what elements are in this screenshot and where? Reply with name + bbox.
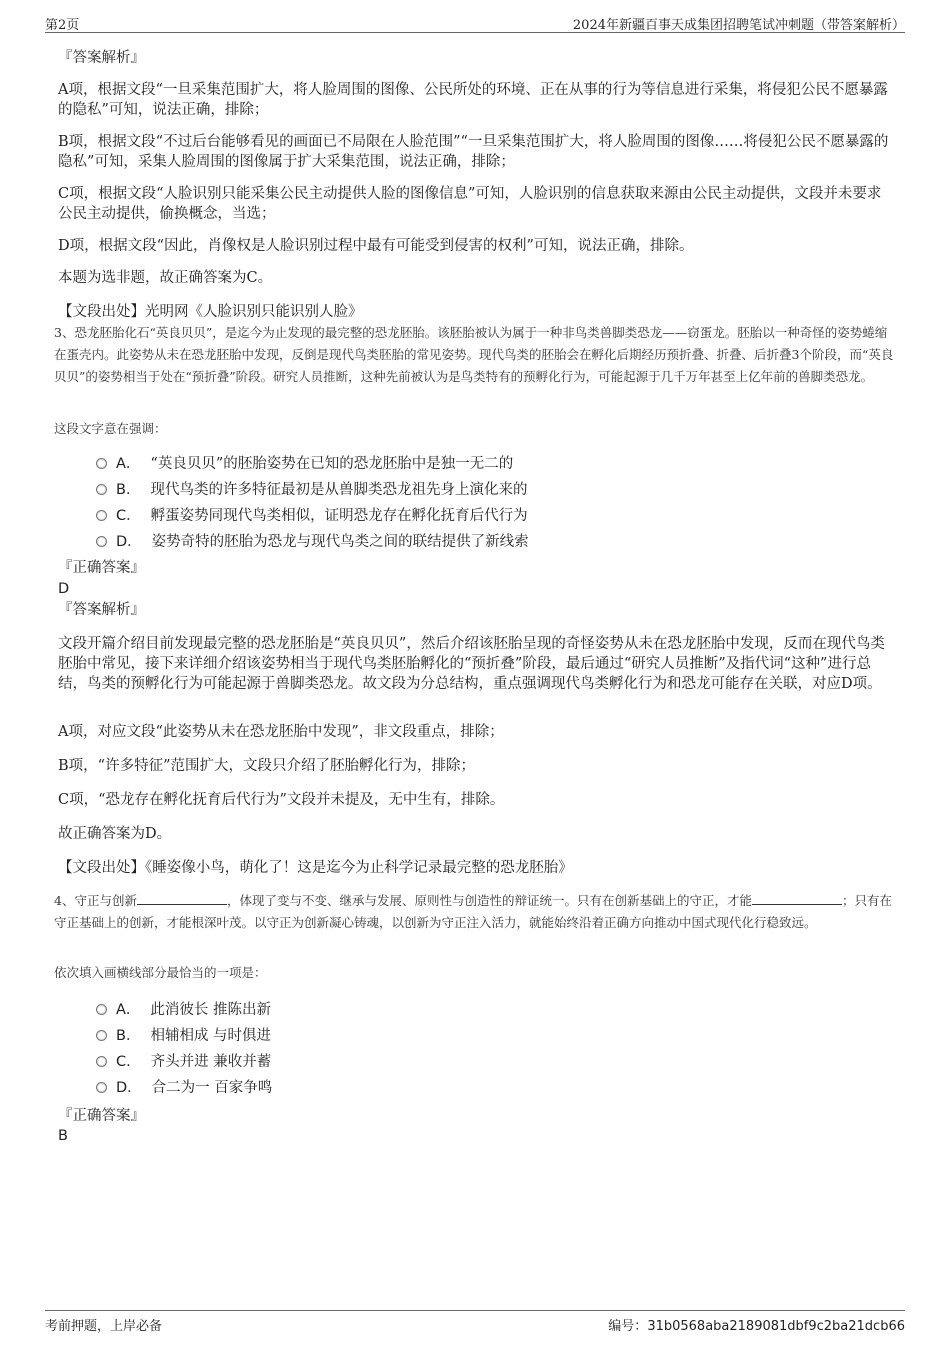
page-number: 第2页 bbox=[45, 18, 80, 33]
q2-analysis-d: D项，根据文段“因此，肖像权是人脸识别过程中最有可能受到侵害的权利”可知，说法正确，排除。 bbox=[58, 238, 694, 254]
radio-button[interactable] bbox=[96, 484, 107, 495]
footer-slogan: 考前押题，上岸必备 bbox=[45, 1319, 163, 1334]
q4-answer: B bbox=[58, 1128, 68, 1144]
q3-stem: 3、恐龙胚胎化石“英良贝贝”，是迄今为止发现的最完整的恐龙胚胎。该胚胎被认为属于一种非鸟类兽脚类恐龙——窃蛋龙。胚胎以一种奇怪的姿势蜷缩在蛋壳内。此姿势从未在恐龙胚胎中发现，反倒是现代鸟类胚胎的常见姿势。现代鸟类的胚胎会在孵化后期经历预折叠、折叠、后折叠3个阶段，而“英良贝贝”的姿势相当于处在“预折叠”阶段。研究人员推断，这种先前被认为是鸟类特有的预孵化行为，可能起源于几千万年甚至上亿年前的兽脚类恐龙。 bbox=[54, 325, 894, 384]
fill-blank-1 bbox=[137, 891, 227, 905]
q4-option-b[interactable]: B． 相辅相成 与时俱进 bbox=[96, 1026, 271, 1046]
q4-option-a[interactable]: A． 此消彼长 推陈出新 bbox=[96, 1000, 271, 1020]
q2-analysis-a: A项，根据文段“一旦采集范围扩大，将人脸周围的图像、公民所处的环境、正在从事的行为等信息进行采集，将侵犯公民不愿暴露的隐私”可知，说法正确，排除； bbox=[58, 82, 888, 118]
q3-analysis-a: A项，对应文段“此姿势从未在恐龙胚胎中发现”，非文段重点，排除； bbox=[58, 724, 504, 740]
q2-analysis-label: 『答案解析』 bbox=[58, 50, 145, 66]
document-code: 编号：31b0568aba2189081dbf9c2ba21dcb66 bbox=[608, 1319, 905, 1334]
q3-option-b[interactable]: B． 现代鸟类的许多特征最初是从兽脚类恐龙祖先身上演化来的 bbox=[96, 480, 527, 500]
q3-analysis-c: C项，“恐龙存在孵化抚育后代行为”文段并未提及，无中生有，排除。 bbox=[58, 792, 505, 808]
q2-analysis-b: B项，根据文段“不过后台能够看见的画面已不局限在人脸范围”“一旦采集范围扩大，将人脸周围的图像……将侵犯公民不愿暴露的隐私”可知，采集人脸周围的图像属于扩大采集范围，说法正确，排除； bbox=[58, 134, 889, 170]
document-title: 2024年新疆百事天成集团招聘笔试冲刺题（带答案解析） bbox=[572, 18, 905, 33]
radio-button[interactable] bbox=[96, 1056, 107, 1067]
q3-source: 【文段出处】《睡姿像小鸟，萌化了！这是迄今为止科学记录最完整的恐龙胚胎》 bbox=[58, 860, 573, 876]
q3-conclusion: 故正确答案为D。 bbox=[58, 826, 172, 842]
radio-button[interactable] bbox=[96, 536, 107, 547]
q3-answer-label: 『正确答案』 bbox=[58, 560, 145, 576]
q4-answer-label: 『正确答案』 bbox=[58, 1108, 145, 1124]
q4-option-d[interactable]: D． 合二为一 百家争鸣 bbox=[96, 1078, 272, 1098]
q2-source: 【文段出处】光明网《人脸识别只能识别人脸》 bbox=[58, 304, 363, 320]
radio-button[interactable] bbox=[96, 510, 107, 521]
q2-analysis-c: C项，根据文段“人脸识别只能采集公民主动提供人脸的图像信息”可知，人脸识别的信息获取来源由公民主动提供，文段并未要求公民主动提供，偷换概念，当选； bbox=[58, 186, 882, 222]
radio-button[interactable] bbox=[96, 1030, 107, 1041]
q3-analysis-main: 文段开篇介绍目前发现最完整的恐龙胚胎是“英良贝贝”，然后介绍该胚胎呈现的奇怪姿势从未在恐龙胚胎中发现，反而在现代鸟类胚胎中常见，接下来详细介绍该姿势相当于现代鸟类胚胎孵化的“预折叠”阶段，最后通过“研究人员推断”及指代词“这种”进行总结，鸟类的预孵化行为可能起源于兽脚类恐龙。故文段为分总结构，重点强调现代鸟类孵化行为和恐龙可能存在关联，对应D项。 bbox=[58, 636, 885, 692]
q3-option-c[interactable]: C． 孵蛋姿势同现代鸟类相似，证明恐龙存在孵化抚育后代行为 bbox=[96, 506, 528, 526]
fill-blank-2 bbox=[752, 891, 842, 905]
q4-stem: 4、守正与创新 ，体现了变与不变、继承与发展、原则性与创造性的辩证统一。只有在创新基础上的守正，才能 ；只有在守正基础上的创新，才能根深叶茂。以守正为创新凝心铸魂，以创新为守正注入活力，就能始终沿着正确方向推动中国式现代化行稳致远。 bbox=[54, 893, 892, 930]
radio-button[interactable] bbox=[96, 1004, 107, 1015]
q4-option-c[interactable]: C． 齐头并进 兼收并蓄 bbox=[96, 1052, 271, 1072]
q3-answer: D bbox=[58, 581, 70, 597]
page-footer bbox=[45, 1310, 905, 1334]
radio-button[interactable] bbox=[96, 1082, 107, 1093]
q3-option-a[interactable]: A． “英良贝贝”的胚胎姿势在已知的恐龙胚胎中是独一无二的 bbox=[96, 454, 513, 474]
q4-prompt: 依次填入画横线部分最恰当的一项是： bbox=[54, 965, 267, 980]
q2-conclusion: 本题为选非题，故正确答案为C。 bbox=[58, 270, 273, 286]
q3-prompt: 这段文字意在强调： bbox=[54, 421, 167, 436]
page-header bbox=[45, 12, 905, 33]
q3-option-d[interactable]: D． 姿势奇特的胚胎为恐龙与现代鸟类之间的联结提供了新线索 bbox=[96, 532, 529, 552]
radio-button[interactable] bbox=[96, 458, 107, 469]
q3-analysis-b: B项，“许多特征”范围扩大，文段只介绍了胚胎孵化行为，排除； bbox=[58, 758, 475, 774]
q3-analysis-label: 『答案解析』 bbox=[58, 602, 145, 618]
